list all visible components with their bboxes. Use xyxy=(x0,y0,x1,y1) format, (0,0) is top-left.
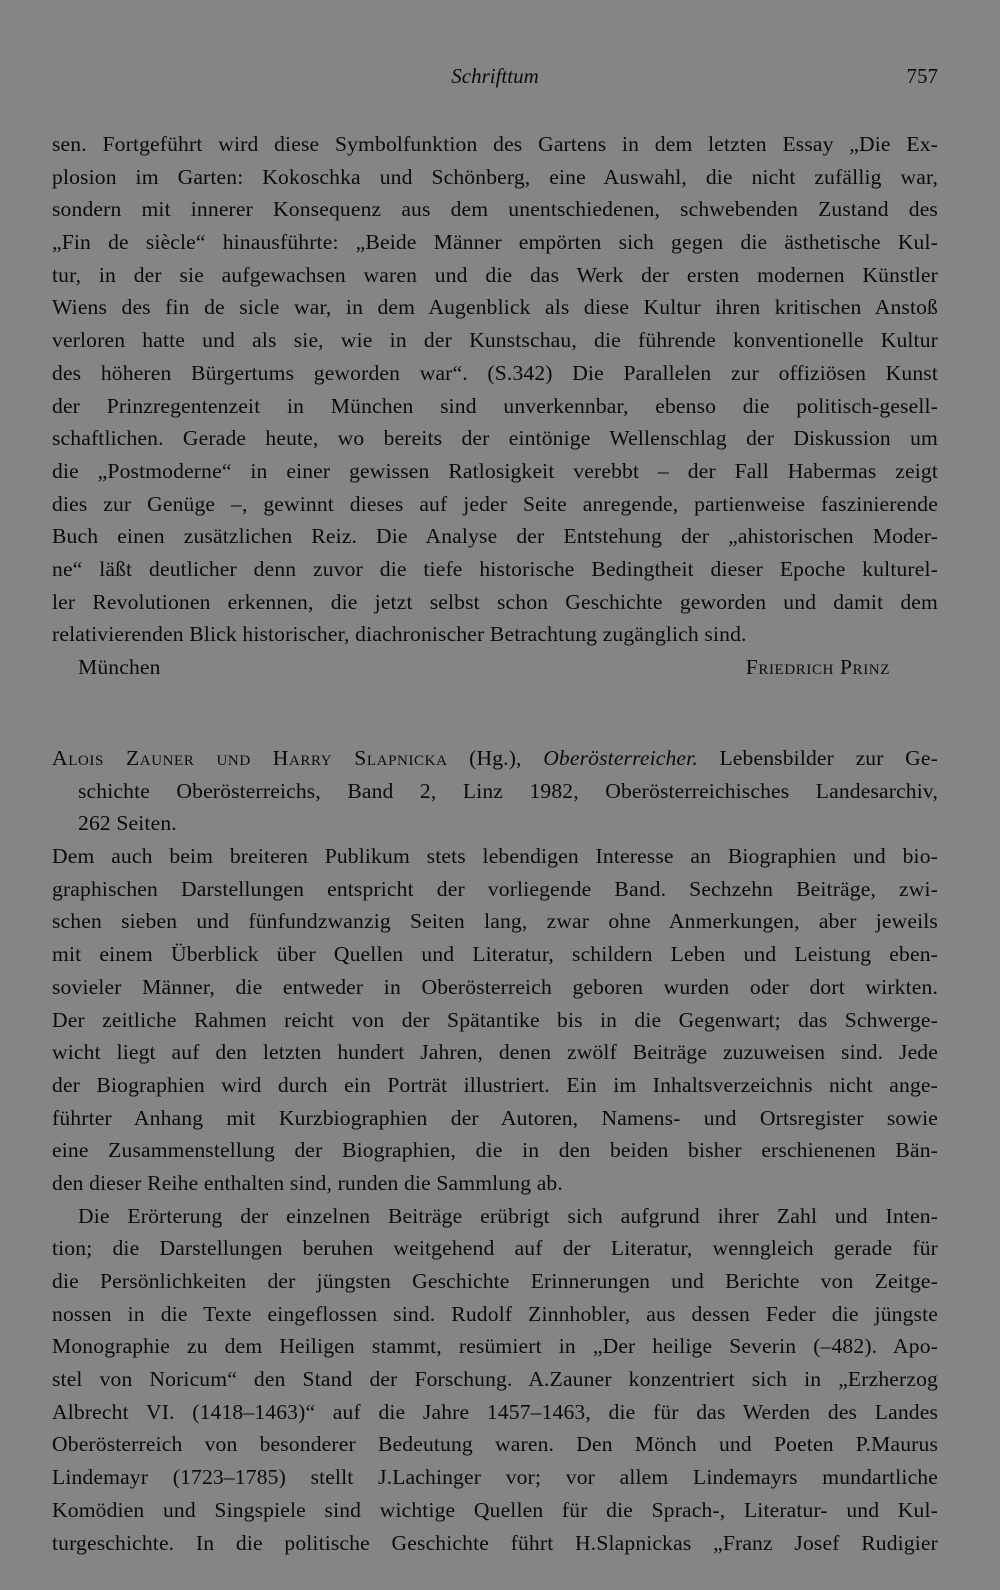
review-signature xyxy=(52,651,938,684)
text-line: tur, in der sie aufgewachsen waren und die das Werk der ersten modernen Künstler xyxy=(52,262,938,287)
text-line: sovieler Männer, die entweder in Oberösterreich geboren wurden oder dort wirkten. xyxy=(52,974,938,999)
page-header xyxy=(52,62,938,92)
text-line: relativierenden Blick historischer, diachronischer Betrachtung zugänglich sind. xyxy=(52,622,747,647)
text-line: Lindemayr (1723–1785) stellt J.Lachinger vor; vor allem Lindemayrs mundartliche xyxy=(52,1465,938,1490)
text-line: wicht liegt auf den letzten hundert Jahren, denen zwölf Beiträge zuzuweisen sind. Jede xyxy=(52,1040,938,1065)
review-1-continuation xyxy=(52,128,938,684)
text-line: Oberösterreich von besonderer Bedeutung waren. Den Mönch und Poeten P.Maurus xyxy=(52,1432,938,1457)
citation-line xyxy=(52,742,938,775)
citation-subtitle: Lebensbilder zur Ge- xyxy=(697,746,939,770)
text-line: dies zur Genüge –, gewinnt dieses auf jeder Seite anregende, partienweise faszinierende xyxy=(52,491,938,516)
text-line: die Persönlichkeiten der jüngsten Geschichte Erinnerungen und Berichte von Zeitge- xyxy=(52,1269,938,1293)
text-line: der Biographien wird durch ein Porträt illustriert. Ein im Inhaltsverzeichnis nicht ange- xyxy=(52,1072,938,1097)
citation-line: 262 Seiten. xyxy=(78,811,177,836)
text-line: Die Erörterung der einzelnen Beiträge erübrigt sich aufgrund ihrer Zahl und Inten- xyxy=(78,1203,938,1228)
text-line: der Prinzregentenzeit in München sind unverkennbar, ebenso die politisch-gesell- xyxy=(52,393,938,418)
text-line: ne“ läßt deutlicher denn zuvor die tiefe historische Bedingtheit dieser Epoche kulturel- xyxy=(52,556,938,581)
text-line: schaftlichen. Gerade heute, wo bereits der eintönige Wellenschlag der Diskussion um xyxy=(52,426,938,451)
text-line: Der zeitliche Rahmen reicht von der Spätantike bis in die Gegenwart; das Schwerge- xyxy=(52,1007,938,1032)
text-line: Buch einen zusätzlichen Reiz. Die Analyse der Entstehung der „ahistorischen Moder- xyxy=(52,524,938,549)
text-line: „Fin de siècle“ hinausführte: „Beide Männer empörten sich gegen die ästhetische Kul- xyxy=(52,230,938,255)
citation-title: Oberösterreicher. xyxy=(543,746,698,770)
text-line: führter Anhang mit Kurzbiographien der Autoren, Namens- und Ortsregister sowie xyxy=(52,1105,938,1130)
text-line: Dem auch beim breiteren Publikum stets lebendigen Interesse an Biographien und bio- xyxy=(52,844,938,869)
text-line: sondern mit innerer Konsequenz aus dem unentschiedenen, schwebenden Zustand des xyxy=(52,197,938,222)
text-line: mit einem Überblick über Quellen und Literatur, schildern Leben und Leistung eben- xyxy=(52,942,938,967)
citation-line: schichte Oberösterreichs, Band 2, Linz 1982, Oberösterreichisches Landesarchiv, xyxy=(78,778,938,803)
text-line: sen. Fortgeführt wird diese Symbolfunktion des Gartens in dem letzten Essay „Die Ex- xyxy=(52,132,938,156)
text-line: schen sieben und fünfundzwanzig Seiten lang, zwar ohne Anmerkungen, aber jeweils xyxy=(52,909,938,934)
text-line: graphischen Darstellungen entspricht der vorliegende Band. Sechzehn Beiträge, zwi- xyxy=(52,876,938,901)
text-line: verloren hatte und als sie, wie in der Kunstschau, die führende konventionelle Kultur xyxy=(52,328,938,353)
text-line: turgeschichte. In die politische Geschichte führt H.Slapnickas „Franz Josef Rudigier xyxy=(52,1530,938,1555)
text-line: den dieser Reihe enthalten sind, runden die Sammlung ab. xyxy=(52,1170,563,1195)
text-line: die „Postmoderne“ in einer gewissen Ratlosigkeit verebbt – der Fall Habermas zeigt xyxy=(52,458,938,483)
text-line: stel von Noricum“ den Stand der Forschung. A.Zauner konzentriert sich in „Erzherzog xyxy=(52,1367,938,1392)
text-line: nossen in die Texte eingeflossen sind. Rudolf Zinnhobler, aus dessen Feder die jüngste xyxy=(52,1301,938,1326)
review-2 xyxy=(52,742,938,1559)
signature-place: München xyxy=(78,655,161,679)
page-number: 757 xyxy=(906,64,938,88)
text-line: des höheren Bürgertums geworden war“. (S.342) Die Parallelen zur offiziösen Kunst xyxy=(52,360,938,385)
text-line: plosion im Garten: Kokoschka und Schönberg, eine Auswahl, die nicht zufällig war, xyxy=(52,164,938,189)
text-line: Albrecht VI. (1418–1463)“ auf die Jahre 1457–1463, die für das Werden des Landes xyxy=(52,1399,938,1424)
text-line: eine Zusammenstellung der Biographien, die in den beiden bisher erschienenen Bän- xyxy=(52,1138,938,1163)
text-line: Wiens des fin de sicle war, in dem Augenblick als diese Kultur ihren kritischen Anstoß xyxy=(52,295,938,320)
text-line: tion; die Darstellungen beruhen weitgehend auf der Literatur, wenngleich gerade für xyxy=(52,1236,938,1261)
citation-editors: Alois Zauner und Harry Slapnicka xyxy=(52,746,448,770)
text-line: Komödien und Singspiele sind wichtige Quellen für die Sprach-, Literatur- und Kul- xyxy=(52,1497,938,1522)
running-title: Schrifttum xyxy=(451,64,539,88)
text-line: ler Revolutionen erkennen, die jetzt selbst schon Geschichte geworden und damit dem xyxy=(52,589,938,614)
text-line: Monographie zu dem Heiligen stammt, resümiert in „Der heilige Severin (–482). Apo- xyxy=(52,1334,938,1359)
citation-editors-suffix: (Hg.), xyxy=(447,746,544,770)
signature-author: Friedrich Prinz xyxy=(745,655,890,679)
